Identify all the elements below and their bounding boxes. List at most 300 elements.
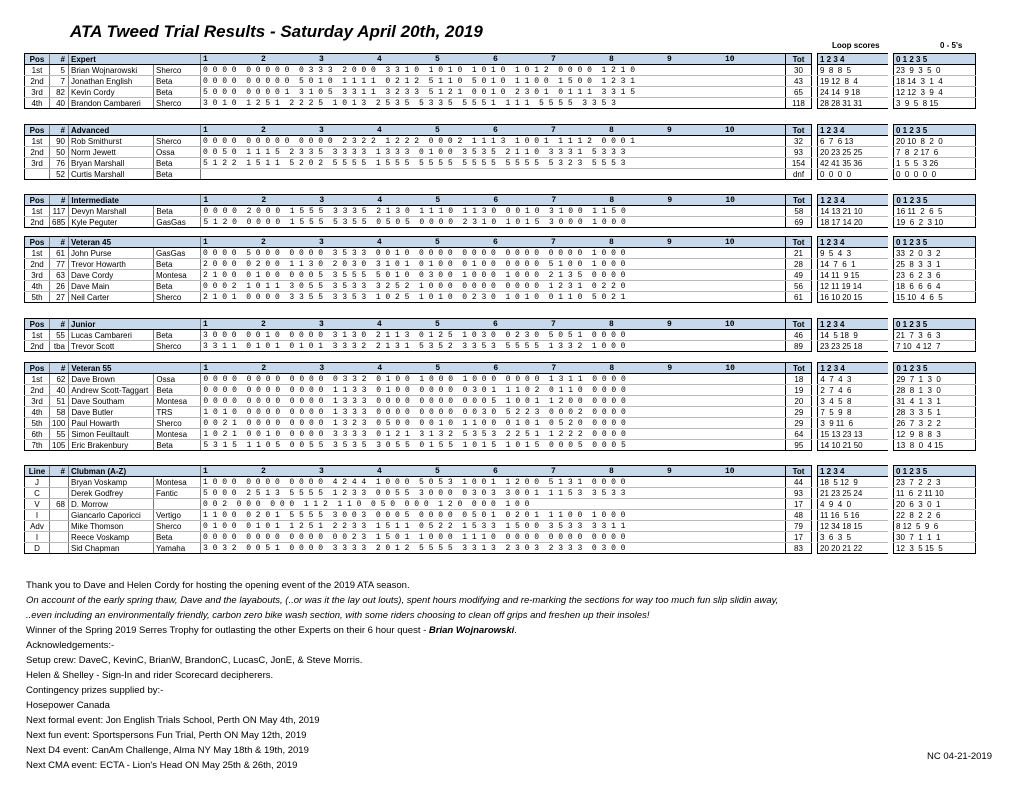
note-setup-crew: Setup crew: DaveC, KevinC, BrianW, BrandonC, LucasC, JonE, & Steve Morris. xyxy=(26,655,363,666)
section-numbers-header xyxy=(201,466,786,477)
header-fives: 0 1 2 3 5 xyxy=(894,195,976,206)
section-number: 7 xyxy=(551,54,556,64)
note-signin: Helen & Shelley - Sign-In and rider Scorecard decipherers. xyxy=(26,670,274,681)
section-number: 1 xyxy=(203,319,208,329)
section-number: 2 xyxy=(261,363,267,373)
section-number: 5 xyxy=(435,319,440,329)
section-number: 8 xyxy=(609,466,614,476)
rider-loop-scores: 6 7 6 13 xyxy=(818,136,888,147)
header-pos: Pos xyxy=(25,363,50,374)
header-loops: 1 2 3 4 xyxy=(818,466,888,477)
section-number: 6 xyxy=(493,237,498,247)
section-number: 5 xyxy=(435,125,440,135)
rider-scores: 0 0 0 0 0 0 0 0 0 0 3 3 3 2 0 0 0 3 3 1 0 1 0 1 0 1 0 1 0 1 0 1 2 0 0 0 0 1 2 1 0 xyxy=(201,65,786,76)
rider-scores: 5 3 1 5 1 1 0 5 0 0 5 5 3 5 3 5 3 0 5 5 0 1 5 5 1 0 1 5 1 0 1 5 0 0 0 5 0 0 0 5 xyxy=(201,440,786,451)
rider-total: 79 xyxy=(786,521,812,532)
header-pos: Line xyxy=(25,466,50,477)
rider-make: Fantic xyxy=(154,488,201,499)
rider-scores: 0 0 0 0 0 0 0 0 0 0 0 0 1 1 3 3 0 1 0 0 0 0 0 0 0 3 0 1 1 1 0 2 0 1 1 0 0 0 0 0 xyxy=(201,385,786,396)
section-number: 4 xyxy=(377,363,383,373)
section-number: 3 xyxy=(319,363,325,373)
rider-position: I xyxy=(25,510,50,521)
rider-total: 64 xyxy=(786,429,812,440)
section-number: 3 xyxy=(319,125,324,135)
rider-zero-fives: 13 8 0 4 15 xyxy=(894,440,976,451)
note-acknowledgements: Acknowledgements:- xyxy=(26,640,115,651)
rider-make: Sherco xyxy=(154,521,201,532)
rider-total: 49 xyxy=(786,270,812,281)
rider-position: 2nd xyxy=(25,385,50,396)
rider-position: 2nd xyxy=(25,147,50,158)
rider-row xyxy=(25,259,976,270)
rider-make: Beta xyxy=(154,158,201,169)
rider-zero-fives: 1 5 5 3 26 xyxy=(894,158,976,169)
rider-make: Montesa xyxy=(154,429,201,440)
rider-zero-fives: 11 6 2 11 10 xyxy=(894,488,976,499)
rider-make: Yamaha xyxy=(154,543,201,554)
rider-loop-scores: 16 10 20 15 xyxy=(818,292,888,303)
rider-loop-scores: 20 20 21 22 xyxy=(818,543,888,554)
rider-loop-scores: 15 13 23 13 xyxy=(818,429,888,440)
class-name: Advanced xyxy=(69,125,201,136)
rider-zero-fives: 20 10 8 2 0 xyxy=(894,136,976,147)
rider-row xyxy=(25,98,976,109)
rider-scores: 5 0 0 0 2 5 1 3 5 5 5 5 1 2 3 3 0 0 5 5 3 0 0 0 0 3 0 3 3 0 0 1 1 1 5 3 3 5 3 3 xyxy=(201,488,786,499)
rider-row xyxy=(25,292,976,303)
rider-zero-fives: 8 12 5 9 6 xyxy=(894,521,976,532)
section-number: 10 xyxy=(725,237,735,247)
section-number: 9 xyxy=(667,125,672,135)
rider-total: 20 xyxy=(786,396,812,407)
rider-name: Rob Smithurst xyxy=(69,136,154,147)
rider-number: 82 xyxy=(50,87,69,98)
rider-zero-fives: 12 3 5 15 5 xyxy=(894,543,976,554)
rider-scores: 1 0 0 0 0 0 0 0 0 0 0 0 4 2 4 4 1 0 0 0 5 0 5 3 1 0 0 1 1 2 0 0 5 1 3 1 0 0 0 0 xyxy=(201,477,786,488)
rider-number xyxy=(50,510,69,521)
rider-name: Dave Cordy xyxy=(69,270,154,281)
rider-loop-scores: 21 23 25 24 xyxy=(818,488,888,499)
rider-total: 89 xyxy=(786,341,812,352)
header-pos: Pos xyxy=(25,54,50,65)
rider-loop-scores: 18 5 12 9 xyxy=(818,477,888,488)
rider-total: 28 xyxy=(786,259,812,270)
rider-number: 55 xyxy=(50,330,69,341)
section-number: 2 xyxy=(261,319,266,329)
rider-row xyxy=(25,385,976,396)
rider-total: 46 xyxy=(786,330,812,341)
rider-scores: 0 0 2 1 0 0 0 0 0 0 0 0 1 3 2 3 0 5 0 0 0 0 1 0 1 1 0 0 0 1 0 1 0 5 2 0 0 0 0 0 xyxy=(201,418,786,429)
rider-name: Eric Brakenbury xyxy=(69,440,154,451)
rider-name: Kyle Peguter xyxy=(69,217,154,228)
rider-zero-fives: 18 6 6 6 4 xyxy=(894,281,976,292)
section-number: 10 xyxy=(725,466,735,476)
rider-row xyxy=(25,270,976,281)
rider-row xyxy=(25,488,976,499)
section-number: 10 xyxy=(725,363,735,373)
rider-scores: 0 0 0 0 5 0 0 0 0 0 0 0 3 5 3 3 0 0 1 0 0 0 0 0 0 0 0 0 0 0 0 0 0 0 0 0 1 0 0 0 xyxy=(201,248,786,259)
rider-make: Sherco xyxy=(154,341,201,352)
rider-position: 1st xyxy=(25,374,50,385)
header-total: Tot xyxy=(786,125,812,136)
rider-position: 2nd xyxy=(25,76,50,87)
rider-loop-scores: 20 23 25 25 xyxy=(818,147,888,158)
rider-loop-scores: 19 12 8 4 xyxy=(818,76,888,87)
rider-make: GasGas xyxy=(154,248,201,259)
rider-name: Mike Thomson xyxy=(69,521,154,532)
section-number: 2 xyxy=(261,125,266,135)
section-header-row xyxy=(25,54,976,65)
rider-loop-scores: 4 9 4 0 xyxy=(818,499,888,510)
section-number: 4 xyxy=(377,466,382,476)
rider-row xyxy=(25,206,976,217)
section-number: 8 xyxy=(609,363,615,373)
rider-make: Beta xyxy=(154,440,201,451)
section-number: 8 xyxy=(609,237,614,247)
header-loops: 1 2 3 4 xyxy=(818,54,888,65)
loop-scores-label: Loop scores xyxy=(832,41,880,50)
header-fives: 0 1 2 3 5 xyxy=(894,466,976,477)
section-number: 2 xyxy=(261,237,266,247)
rider-row xyxy=(25,374,976,385)
rider-total: 19 xyxy=(786,385,812,396)
rider-scores: 0 0 0 0 0 0 0 0 0 0 0 0 0 0 2 3 1 5 0 1 1 0 0 0 1 1 1 0 0 0 0 0 0 0 0 0 0 0 0 0 xyxy=(201,532,786,543)
header-loops: 1 2 3 4 xyxy=(818,319,888,330)
rider-make: Beta xyxy=(154,76,201,87)
section-number: 7 xyxy=(551,125,556,135)
rider-zero-fives: 3 9 5 8 15 xyxy=(894,98,976,109)
section-table xyxy=(24,236,976,303)
section-number: 10 xyxy=(725,125,735,135)
section-number: 10 xyxy=(725,195,735,205)
rider-total: 95 xyxy=(786,440,812,451)
rider-scores: 3 0 0 0 0 0 1 0 0 0 0 0 3 1 3 0 2 1 1 3 0 1 2 5 1 0 3 0 0 2 3 0 5 0 5 1 0 0 0 0 xyxy=(201,330,786,341)
rider-loop-scores: 23 23 25 18 xyxy=(818,341,888,352)
section-number: 9 xyxy=(667,466,672,476)
note-next-formal: Next formal event: Jon English Trials School, Perth ON May 4th, 2019 xyxy=(26,715,320,726)
rider-loop-scores: 3 9 11 6 xyxy=(818,418,888,429)
section-number: 8 xyxy=(609,125,614,135)
header-loops: 1 2 3 4 xyxy=(818,195,888,206)
section-number: 1 xyxy=(203,237,208,247)
section-number: 7 xyxy=(551,319,556,329)
header-total: Tot xyxy=(786,195,812,206)
rider-name: John Purse xyxy=(69,248,154,259)
rider-row xyxy=(25,281,976,292)
header-total: Tot xyxy=(786,466,812,477)
rider-row xyxy=(25,543,976,554)
section-number: 9 xyxy=(667,363,673,373)
rider-make: Beta xyxy=(154,385,201,396)
rider-position: 1st xyxy=(25,136,50,147)
rider-name: Lucas Cambareri xyxy=(69,330,154,341)
rider-zero-fives: 23 9 3 5 0 xyxy=(894,65,976,76)
class-name: Veteran 45 xyxy=(69,237,201,248)
rider-name: Jonathan English xyxy=(69,76,154,87)
rider-total: 83 xyxy=(786,543,812,554)
section-number: 7 xyxy=(551,363,557,373)
rider-make: Ossa xyxy=(154,374,201,385)
rider-position: 3rd xyxy=(25,396,50,407)
rider-scores: 0 0 0 0 0 0 0 0 0 0 0 0 0 2 3 2 2 1 2 2 2 0 0 0 2 1 1 1 3 1 0 0 1 1 1 1 2 0 0 0 1 xyxy=(201,136,786,147)
rider-zero-fives: 19 6 2 3 10 xyxy=(894,217,976,228)
rider-make: Sherco xyxy=(154,136,201,147)
rider-row xyxy=(25,158,976,169)
header-pos: Pos xyxy=(25,237,50,248)
rider-name: Dave Southam xyxy=(69,396,154,407)
rider-scores: 2 0 0 0 0 2 0 0 1 1 3 0 2 0 3 0 3 1 0 1 0 1 0 0 0 1 0 0 0 0 0 0 5 1 0 0 1 0 0 0 xyxy=(201,259,786,270)
rider-scores: 0 0 0 0 0 0 0 0 0 5 0 1 0 1 1 1 1 0 2 1 2 5 1 1 0 5 0 1 0 1 1 0 0 1 5 0 0 1 2 3 1 xyxy=(201,76,786,87)
section-number: 5 xyxy=(435,466,440,476)
rider-total: 56 xyxy=(786,281,812,292)
rider-name: Reece Voskamp xyxy=(69,532,154,543)
rider-position: 4th xyxy=(25,281,50,292)
section-numbers-header xyxy=(201,54,786,65)
section-number: 7 xyxy=(551,466,556,476)
rider-loop-scores: 7 5 9 8 xyxy=(818,407,888,418)
section-table xyxy=(24,124,976,180)
rider-zero-fives: 12 12 3 9 4 xyxy=(894,87,976,98)
section-number: 4 xyxy=(377,54,382,64)
note-trophy-text: Winner of the Spring 2019 Serres Trophy for outlasting the other Experts on their 6 hour quest - xyxy=(26,625,429,636)
header-total: Tot xyxy=(786,319,812,330)
rider-total: 29 xyxy=(786,407,812,418)
section-number: 8 xyxy=(609,319,614,329)
section-number: 9 xyxy=(667,195,673,205)
rider-scores: 1 1 0 0 0 2 0 1 5 5 5 5 3 0 0 3 0 0 0 5 0 0 0 0 0 5 0 1 0 2 0 1 1 1 0 0 1 0 0 0 xyxy=(201,510,786,521)
section-number: 3 xyxy=(319,237,324,247)
rider-loop-scores: 14 13 21 10 xyxy=(818,206,888,217)
rider-position: 1st xyxy=(25,206,50,217)
rider-row xyxy=(25,532,976,543)
header-number: # xyxy=(50,54,69,65)
rider-name: Brandon Cambareri xyxy=(69,98,154,109)
rider-loop-scores: 0 0 0 0 xyxy=(818,169,888,180)
rider-number: 51 xyxy=(50,396,69,407)
rider-scores: 0 0 0 0 0 0 0 0 0 0 0 0 0 3 3 2 0 1 0 0 1 0 0 0 1 0 0 0 0 0 0 0 1 3 1 1 0 0 0 0 xyxy=(201,374,786,385)
rider-total: 30 xyxy=(786,65,812,76)
header-pos: Pos xyxy=(25,319,50,330)
section-header-row xyxy=(25,195,976,206)
rider-zero-fives: 12 9 8 8 3 xyxy=(894,429,976,440)
rider-make: Ossa xyxy=(154,147,201,158)
rider-loop-scores: 18 17 14 20 xyxy=(818,217,888,228)
note-next-cma: Next CMA event: ECTA - Lion's Head ON May 25th & 26th, 2019 xyxy=(26,760,298,771)
rider-zero-fives: 28 8 1 3 0 xyxy=(894,385,976,396)
rider-make: Vertigo xyxy=(154,510,201,521)
section-number: 10 xyxy=(725,54,735,64)
rider-number: 117 xyxy=(50,206,69,217)
rider-zero-fives: 25 8 3 3 1 xyxy=(894,259,976,270)
section-table xyxy=(24,194,976,228)
rider-number: 50 xyxy=(50,147,69,158)
rider-position: 5th xyxy=(25,292,50,303)
header-number: # xyxy=(50,363,69,374)
rider-name: Dave Main xyxy=(69,281,154,292)
rider-row xyxy=(25,499,976,510)
section-number: 9 xyxy=(667,319,672,329)
rider-position: 6th xyxy=(25,429,50,440)
rider-scores: 2 1 0 0 0 1 0 0 0 0 0 5 3 5 5 5 5 0 1 0 0 3 0 0 1 0 0 0 1 0 0 0 2 1 3 5 0 0 0 0 xyxy=(201,270,786,281)
rider-position: 2nd xyxy=(25,217,50,228)
note-thaw: On account of the early spring thaw, Dave and the layabouts, (..or was it the lay out louts), spent hours modifying and re-marking the sections for way too much fun slip slidin away, xyxy=(26,595,779,606)
rider-position: 2nd xyxy=(25,259,50,270)
rider-row xyxy=(25,65,976,76)
header-loops: 1 2 3 4 xyxy=(818,125,888,136)
rider-number: 685 xyxy=(50,217,69,228)
rider-total: 43 xyxy=(786,76,812,87)
rider-scores xyxy=(201,169,786,180)
rider-loop-scores: 28 28 31 31 xyxy=(818,98,888,109)
rider-loop-scores: 9 5 4 3 xyxy=(818,248,888,259)
rider-make: Beta xyxy=(154,169,201,180)
rider-total: 32 xyxy=(786,136,812,147)
rider-make: Sherco xyxy=(154,418,201,429)
section-table xyxy=(24,318,976,352)
rider-scores: 0 0 2 0 0 0 0 0 0 1 1 2 1 1 0 0 5 0 0 0 0 1 2 0 0 0 0 1 0 0 xyxy=(201,499,786,510)
section-header-row xyxy=(25,319,976,330)
header-fives: 0 1 2 3 5 xyxy=(894,237,976,248)
section-number: 6 xyxy=(493,363,499,373)
rider-total: 154 xyxy=(786,158,812,169)
section-number: 2 xyxy=(261,195,267,205)
rider-scores: 0 0 0 0 0 0 0 0 0 0 0 0 1 3 3 3 0 0 0 0 0 0 0 0 0 0 0 5 1 0 0 1 1 2 0 0 0 0 0 0 xyxy=(201,396,786,407)
rider-number: 27 xyxy=(50,292,69,303)
section-number: 5 xyxy=(435,54,440,64)
rider-name: Paul Howarth xyxy=(69,418,154,429)
section-numbers-header xyxy=(201,195,786,206)
section-number: 6 xyxy=(493,195,499,205)
rider-position: 1st xyxy=(25,248,50,259)
rider-make: TRS xyxy=(154,407,201,418)
section-number: 1 xyxy=(203,54,208,64)
section-numbers-header xyxy=(201,363,786,374)
section-number: 9 xyxy=(667,54,672,64)
section-number: 2 xyxy=(261,466,266,476)
rider-number: 5 xyxy=(50,65,69,76)
page-title: ATA Tweed Trial Results - Saturday April 20th, 2019 xyxy=(70,22,483,41)
class-name: Intermediate xyxy=(69,195,201,206)
rider-number: 40 xyxy=(50,385,69,396)
section-table xyxy=(24,53,976,109)
rider-position: V xyxy=(25,499,50,510)
note-next-fun: Next fun event: Sportspersons Fun Trial, Perth ON May 12th, 2019 xyxy=(26,730,307,741)
rider-zero-fives: 7 8 2 17 6 xyxy=(894,147,976,158)
rider-total: 21 xyxy=(786,248,812,259)
note-next-d4: Next D4 event: CanAm Challenge, Alma NY May 18th & 19th, 2019 xyxy=(26,745,309,756)
class-name: Clubman (A-Z) xyxy=(69,466,201,477)
rider-loop-scores: 3 6 3 5 xyxy=(818,532,888,543)
header-total: Tot xyxy=(786,237,812,248)
rider-number xyxy=(50,477,69,488)
rider-number: 63 xyxy=(50,270,69,281)
section-header-row xyxy=(25,237,976,248)
rider-position: 4th xyxy=(25,98,50,109)
class-name: Junior xyxy=(69,319,201,330)
section-number: 1 xyxy=(203,125,208,135)
section-table xyxy=(24,465,976,554)
rider-zero-fives: 15 10 4 6 5 xyxy=(894,292,976,303)
section-number: 10 xyxy=(725,319,735,329)
rider-name: Norm Jewett xyxy=(69,147,154,158)
rider-make: Sherco xyxy=(154,98,201,109)
rider-scores: 1 0 1 0 0 0 0 0 0 0 0 0 1 3 3 3 0 0 0 0 0 0 0 0 0 0 3 0 5 2 2 3 0 0 0 2 0 0 0 0 xyxy=(201,407,786,418)
header-number: # xyxy=(50,319,69,330)
rider-name: Dave Butler xyxy=(69,407,154,418)
rider-row xyxy=(25,147,976,158)
section-header-row xyxy=(25,466,976,477)
rider-number: 26 xyxy=(50,281,69,292)
rider-loop-scores: 42 41 35 36 xyxy=(818,158,888,169)
rider-zero-fives: 31 4 1 3 1 xyxy=(894,396,976,407)
section-number: 1 xyxy=(203,466,208,476)
rider-total: dnf xyxy=(786,169,812,180)
rider-row xyxy=(25,440,976,451)
section-number: 6 xyxy=(493,319,498,329)
section-number: 6 xyxy=(493,54,498,64)
rider-name: Bryan Voskamp xyxy=(69,477,154,488)
footer-code: NC 04-21-2019 xyxy=(927,751,992,762)
rider-row xyxy=(25,418,976,429)
rider-number: 55 xyxy=(50,429,69,440)
rider-total: 69 xyxy=(786,217,812,228)
rider-zero-fives: 33 2 0 3 2 xyxy=(894,248,976,259)
rider-row xyxy=(25,136,976,147)
header-number: # xyxy=(50,125,69,136)
header-pos: Pos xyxy=(25,125,50,136)
rider-scores: 3 0 3 2 0 0 5 1 0 0 0 0 3 3 3 3 2 0 1 2 5 5 5 5 3 3 1 3 2 3 0 3 2 3 3 3 0 3 0 0 xyxy=(201,543,786,554)
section-number: 8 xyxy=(609,195,615,205)
rider-total: 44 xyxy=(786,477,812,488)
rider-position: C xyxy=(25,488,50,499)
rider-scores: 5 1 2 0 0 0 0 0 1 5 5 5 5 3 5 5 0 5 0 5 0 0 0 0 2 3 1 0 1 0 1 5 3 0 0 0 1 0 0 0 xyxy=(201,217,786,228)
rider-loop-scores: 14 10 21 50 xyxy=(818,440,888,451)
rider-number xyxy=(50,521,69,532)
note-wash: ..even including an environmentally friendly, carbon zero bike wash section, with some riders choosing to clean off grips and freshen up their insoles! xyxy=(26,610,650,621)
section-number: 7 xyxy=(551,237,556,247)
rider-row xyxy=(25,341,976,352)
rider-row xyxy=(25,429,976,440)
rider-row xyxy=(25,330,976,341)
note-trophy: Winner of the Spring 2019 Serres Trophy for outlasting the other Experts on their 6 hour quest - Brian Wojnarowski. xyxy=(26,625,517,636)
rider-name: Sid Chapman xyxy=(69,543,154,554)
rider-make xyxy=(154,499,201,510)
header-number: # xyxy=(50,237,69,248)
rider-position: D xyxy=(25,543,50,554)
rider-loop-scores: 3 4 5 8 xyxy=(818,396,888,407)
rider-name: D. Morrow xyxy=(69,499,154,510)
section-number: 7 xyxy=(551,195,557,205)
rider-number: 40 xyxy=(50,98,69,109)
header-total: Tot xyxy=(786,363,812,374)
rider-loop-scores: 14 11 9 15 xyxy=(818,270,888,281)
rider-number: 52 xyxy=(50,169,69,180)
rider-number: 62 xyxy=(50,374,69,385)
rider-name: Giancarlo Caporicci xyxy=(69,510,154,521)
rider-total: 48 xyxy=(786,510,812,521)
section-number: 1 xyxy=(203,195,209,205)
rider-loop-scores: 14 5 18 9 xyxy=(818,330,888,341)
rider-name: Andrew Scott-Taggart xyxy=(69,385,154,396)
rider-row xyxy=(25,396,976,407)
section-number: 8 xyxy=(609,54,614,64)
rider-number: 100 xyxy=(50,418,69,429)
rider-scores: 5 0 0 0 0 0 0 0 1 3 1 0 5 3 3 1 1 3 2 3 3 5 1 2 1 0 0 1 0 2 3 0 1 0 1 1 1 3 3 1 5 xyxy=(201,87,786,98)
rider-position: I xyxy=(25,532,50,543)
rider-row xyxy=(25,477,976,488)
section-number: 5 xyxy=(435,195,441,205)
section-number: 4 xyxy=(377,319,382,329)
rider-zero-fives: 26 7 3 2 2 xyxy=(894,418,976,429)
